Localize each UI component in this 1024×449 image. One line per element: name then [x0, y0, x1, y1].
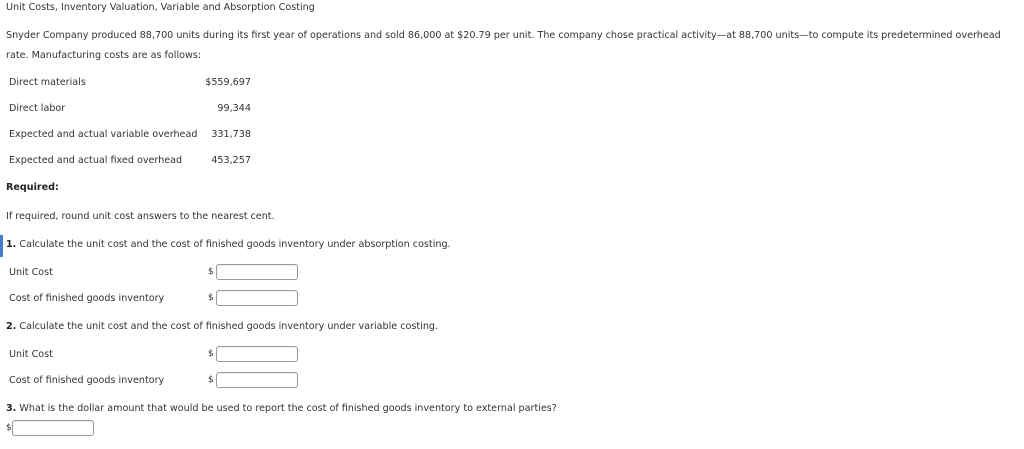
q2-finished-goods-label: Cost of finished goods inventory [9, 375, 165, 386]
cost-value-fixed-overhead: 453,257 [211, 155, 251, 166]
q2-finished-goods-currency: $ [208, 375, 214, 385]
rounding-instruction: If required, round unit cost answers to the nearest cent. [6, 211, 275, 222]
q2-unit-cost-input[interactable] [216, 346, 298, 362]
question-1-text: Calculate the unit cost and the cost of finished goods inventory under absorption costing. [16, 239, 451, 250]
q1-unit-cost-label: Unit Cost [9, 267, 53, 278]
page-title: Unit Costs, Inventory Valuation, Variable and Absorption Costing [6, 2, 315, 13]
q2-unit-cost-label: Unit Cost [9, 349, 53, 360]
cost-label-direct-materials: Direct materials [9, 77, 86, 88]
q1-finished-goods-input[interactable] [216, 290, 298, 306]
active-question-indicator [0, 235, 3, 257]
problem-text-line2: rate. Manufacturing costs are as follows: [6, 50, 202, 61]
question-3 [6, 403, 557, 415]
question-1 [6, 239, 451, 251]
cost-label-direct-labor: Direct labor [9, 103, 66, 114]
q1-unit-cost-input[interactable] [216, 264, 298, 280]
question-2-number: 2. [6, 321, 17, 332]
question-3-number: 3. [6, 403, 17, 414]
cost-value-direct-labor: 99,344 [217, 103, 251, 114]
cost-label-fixed-overhead: Expected and actual fixed overhead [9, 155, 183, 166]
q3-external-reporting-input[interactable] [12, 420, 94, 436]
q3-currency: $ [6, 423, 12, 433]
question-1-number: 1. [6, 239, 17, 250]
q1-unit-cost-currency: $ [208, 267, 214, 277]
cost-label-variable-overhead: Expected and actual variable overhead [9, 129, 198, 140]
problem-text-line1: Snyder Company produced 88,700 units during its first year of operations and sold 86,000 at $20.79 per unit. The company chose practical activity—at 88,700 units—to compute its predetermined overhead [6, 30, 1001, 41]
q1-finished-goods-label: Cost of finished goods inventory [9, 293, 165, 304]
q1-finished-goods-currency: $ [208, 293, 214, 303]
question-2-text: Calculate the unit cost and the cost of finished goods inventory under variable costing. [16, 321, 439, 332]
cost-value-direct-materials: $559,697 [205, 77, 251, 88]
question-3-text: What is the dollar amount that would be used to report the cost of finished goods inventory to external parties? [16, 403, 557, 414]
q2-finished-goods-input[interactable] [216, 372, 298, 388]
required-heading: Required: [6, 182, 59, 193]
cost-value-variable-overhead: 331,738 [211, 129, 251, 140]
q2-unit-cost-currency: $ [208, 349, 214, 359]
question-2 [6, 321, 438, 333]
